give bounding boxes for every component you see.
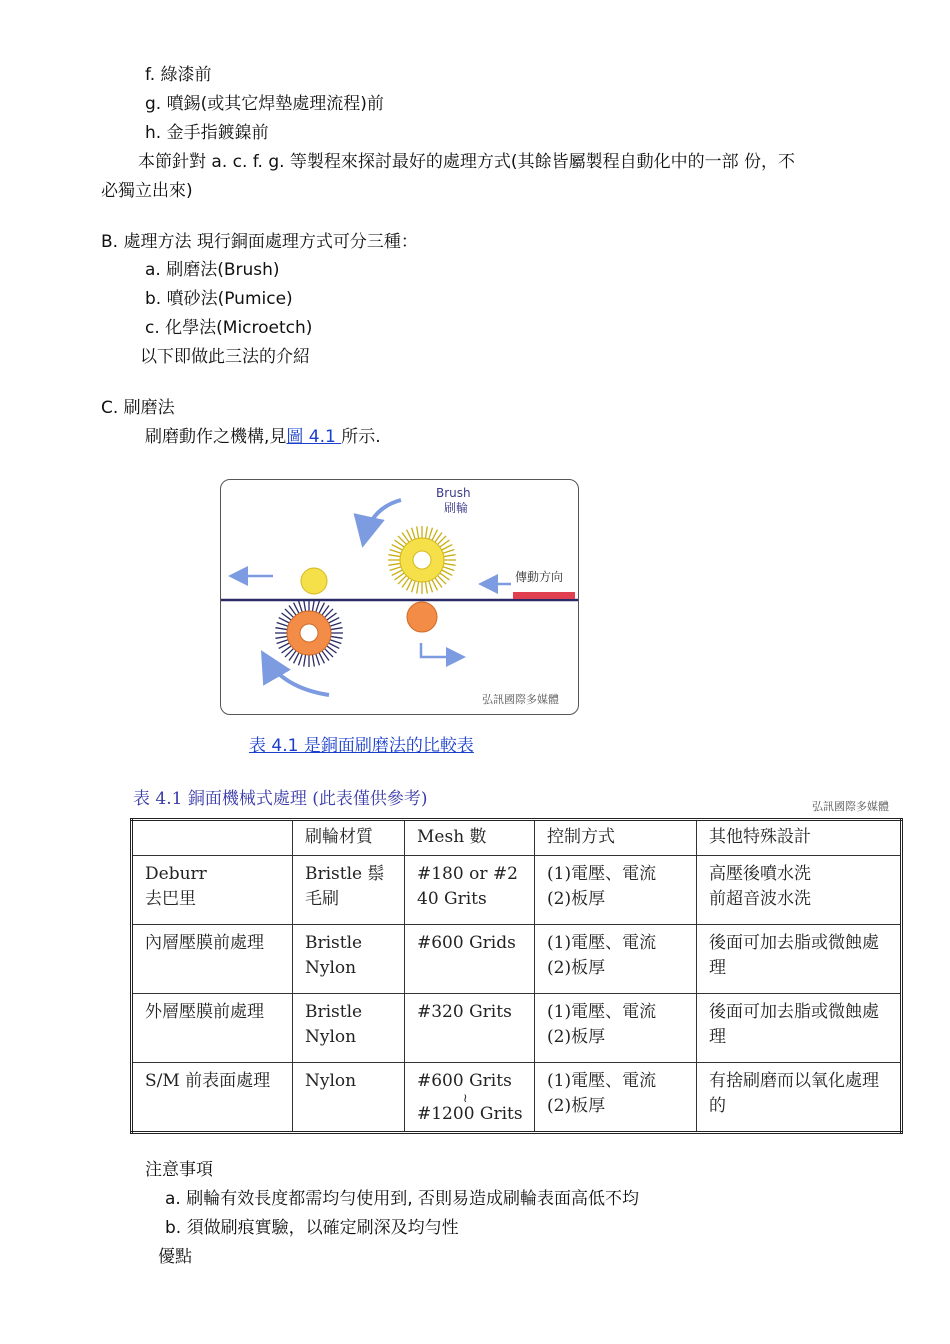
table-body — [132, 820, 902, 1133]
bristle — [388, 563, 400, 565]
list-item-g: g. 噴錫(或其它焊墊處理流程)前 — [145, 94, 384, 114]
bristle — [390, 549, 401, 553]
list-item-f: f. 綠漆前 — [145, 65, 212, 85]
table-cell-control — [535, 994, 697, 1063]
header-cell: 控制方式 — [535, 820, 697, 856]
cell-text: Bristle 鬃毛刷 — [305, 864, 385, 909]
bristle — [390, 567, 401, 571]
brush-label: Brush — [436, 486, 471, 500]
cell-text: ≀ — [463, 1091, 468, 1105]
notes-heading: 注意事項 — [145, 1160, 213, 1180]
cell-text: 後面可加去脂或微蝕處理 — [709, 1002, 879, 1047]
cell-text: 前超音波水洗 — [709, 889, 811, 909]
method-item-brush: a. 刷磨法(Brush) — [145, 260, 280, 280]
bristle — [331, 636, 343, 638]
direction-label: 傳動方向 — [515, 570, 564, 584]
header-cell: 其他特殊設計 — [697, 820, 902, 856]
bristle — [277, 640, 288, 644]
brush-label-zh: 刷輪 — [444, 501, 469, 515]
table-cell-mesh — [405, 925, 535, 994]
header-cell: 刷輪材質 — [293, 820, 405, 856]
table-caption — [249, 735, 474, 757]
table-cell-process — [132, 994, 293, 1063]
lower-brush-hub — [300, 624, 318, 642]
cell-text: #600 Grids — [417, 933, 516, 953]
cell-text: (1)電壓、電流 — [547, 1002, 657, 1022]
table-title: 表 4.1 銅面機械式處理 (此表僅供參考) — [133, 789, 428, 809]
bristle — [443, 567, 454, 571]
bristle — [330, 640, 341, 644]
cell-text: #1200 Grits — [417, 1104, 523, 1124]
bristle — [298, 601, 302, 612]
figure-4-1-link[interactable]: 圖 4.1 — [286, 427, 342, 447]
bristle — [388, 555, 400, 557]
cell-text: #600 Grits — [417, 1071, 512, 1091]
header-cell — [132, 820, 293, 856]
bristle — [417, 526, 419, 538]
method-item-pumice: b. 噴砂法(Pumice) — [145, 289, 293, 309]
table-cell-control — [535, 1063, 697, 1133]
header-cell: Mesh 數 — [405, 820, 535, 856]
cell-text: (2)板厚 — [547, 958, 606, 978]
table-cell-other — [697, 856, 902, 925]
table-cell-control — [535, 856, 697, 925]
table-cell-material — [293, 925, 405, 994]
table-watermark: 弘訊國際多媒體 — [812, 800, 889, 813]
bristle — [411, 581, 415, 592]
cell-text: Nylon — [305, 1071, 357, 1091]
cell-text: Deburr — [145, 864, 207, 884]
method-item-microetch: c. 化學法(Microetch) — [145, 318, 313, 338]
cell-text: (2)板厚 — [547, 1096, 606, 1116]
table-cell-process — [132, 856, 293, 925]
table-cell-mesh — [405, 994, 535, 1063]
bristle — [275, 636, 287, 638]
table-cell-material — [293, 994, 405, 1063]
lower-rotation-arrow — [265, 657, 329, 695]
brush-diagram — [221, 480, 578, 714]
cell-text: #320 Grits — [417, 1002, 512, 1022]
bristle — [298, 654, 302, 665]
brush-mechanism-figure — [220, 479, 579, 715]
bristle — [275, 628, 287, 630]
table-cell-other — [697, 994, 902, 1063]
bristle — [444, 555, 456, 557]
cell-text: (1)電壓、電流 — [547, 933, 657, 953]
cell-text: Bristle — [305, 933, 363, 953]
table-cell-material — [293, 856, 405, 925]
cell-text: 內層壓膜前處理 — [145, 933, 264, 953]
elbow-arrow — [421, 643, 461, 657]
cell-text: 去巴里 — [145, 889, 196, 909]
bristle — [417, 582, 419, 594]
cell-text: 高壓後噴水洗 — [709, 864, 811, 884]
table-cell-material — [293, 1063, 405, 1133]
table-row — [132, 856, 902, 925]
table-cell-mesh — [405, 1063, 535, 1133]
upper-brush-hub — [413, 551, 431, 569]
bristle — [312, 655, 314, 667]
bristle — [330, 622, 341, 626]
cell-text: #180 or #240 Grits — [417, 864, 518, 909]
bristle — [411, 528, 415, 539]
figure-ref-text-before: 刷磨動作之機構,見 — [145, 427, 287, 447]
cell-text: (1)電壓、電流 — [547, 864, 657, 884]
figure-watermark: 弘訊國際多媒體 — [482, 693, 559, 706]
bristle — [429, 581, 433, 592]
cell-text: 外層壓膜前處理 — [145, 1002, 264, 1022]
section-b-closing: 以下即做此三法的介紹 — [140, 347, 310, 367]
table-4-1-link[interactable]: 表 4.1 是銅面刷磨法的比較表 — [249, 736, 474, 756]
direction-bar — [513, 592, 575, 599]
upper-support-roller — [301, 568, 327, 594]
figure-ref-text-after: 所示. — [341, 427, 381, 447]
cell-text: Bristle — [305, 1002, 363, 1022]
bristle — [425, 582, 427, 594]
intro-paragraph-line1: 本節針對 a. c. f. g. 等製程來探討最好的處理方式(其餘皆屬製程自動化中的一部 份，不 — [138, 152, 795, 172]
cell-text: (2)板厚 — [547, 1027, 606, 1047]
intro-paragraph-line2: 必獨立出來) — [101, 181, 193, 201]
bristle — [316, 654, 320, 665]
note-item: b. 須做刷痕實驗，以確定刷深及均勻性 — [165, 1218, 459, 1238]
bristle — [429, 528, 433, 539]
cell-text: S/M 前表面處理 — [145, 1071, 271, 1091]
bristle — [331, 628, 343, 630]
upper-rotation-arrow — [364, 500, 401, 540]
table-header-row — [132, 820, 902, 856]
table-row — [132, 994, 902, 1063]
table-row — [132, 925, 902, 994]
bristle — [277, 622, 288, 626]
bristle — [443, 549, 454, 553]
cell-text: 有捨刷磨而以氧化處理的 — [709, 1071, 879, 1116]
section-c-heading: C. 刷磨法 — [101, 398, 175, 418]
advantages-heading: 優點 — [158, 1247, 192, 1267]
section-b-heading: B. 處理方法 現行銅面處理方式可分三種： — [101, 232, 418, 252]
bristle — [304, 655, 306, 667]
table-row — [132, 1063, 902, 1133]
table-cell-other — [697, 925, 902, 994]
table-cell-process — [132, 925, 293, 994]
table-cell-control — [535, 925, 697, 994]
bristle — [425, 526, 427, 538]
bristle — [444, 563, 456, 565]
cell-text: (2)板厚 — [547, 889, 606, 909]
list-item-h: h. 金手指鍍鎳前 — [145, 123, 269, 143]
cell-text: 後面可加去脂或微蝕處理 — [709, 933, 879, 978]
table-cell-process — [132, 1063, 293, 1133]
cell-text: Nylon — [305, 958, 357, 978]
cell-text: (1)電壓、電流 — [547, 1071, 657, 1091]
section-c-text — [145, 426, 381, 448]
comparison-table — [130, 818, 903, 1134]
lower-support-roller — [407, 602, 437, 632]
table-cell-other — [697, 1063, 902, 1133]
note-item: a. 刷輪有效長度都需均勻使用到, 否則易造成刷輪表面高低不均 — [165, 1189, 640, 1209]
bristle — [316, 601, 320, 612]
table-cell-mesh — [405, 856, 535, 925]
cell-text: Nylon — [305, 1027, 357, 1047]
